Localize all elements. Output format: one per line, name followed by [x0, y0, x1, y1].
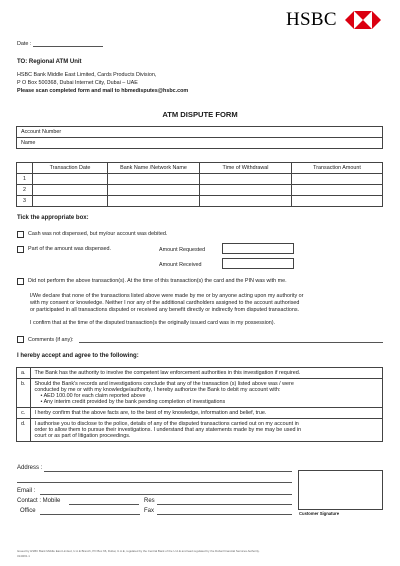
declaration-line-2: with my consent or knowledge. Neither I nor any of the additional cardholders assigned to the account authorised [30, 300, 300, 306]
account-number-field[interactable] [17, 127, 383, 138]
cell-input[interactable] [200, 185, 292, 196]
option-cash-not-dispensed: Cash was not dispensed, but my/our account was debited. [28, 231, 168, 237]
name-label: Name [21, 139, 36, 146]
fax-field[interactable] [157, 514, 292, 515]
col-transaction-amount: Transaction Amount [292, 163, 383, 174]
cell-input[interactable] [200, 174, 292, 185]
address-label: Address : [17, 465, 43, 471]
checkbox-not-performed[interactable] [17, 278, 24, 285]
signature-label: Customer Signature [299, 511, 340, 516]
footer-regulatory-text: Issued by HSBC Bank Middle East Limited, U.A.E Branch, PO Box 66, Dubai, U.A.E, regulated by the Central Bank of the U.A.E and lead regulated by the Dubai Financial Services Authority. [17, 549, 260, 553]
amount-requested-field[interactable] [222, 243, 294, 254]
row-number: 2 [17, 185, 33, 196]
item-bullet: • AED 100.00 for each claim reported above [40, 393, 146, 399]
row-number: 1 [17, 174, 33, 185]
cell-input[interactable] [108, 196, 200, 207]
address-line-2: P O Box 500368, Dubai Internet City, Dubai – UAE [17, 80, 138, 86]
signature-box[interactable] [298, 470, 383, 510]
email-label: Email : [17, 488, 36, 494]
item-label: c. [17, 408, 31, 419]
confirm-line: I confirm that at the time of the disputed transaction(s the originally issued card was in my possession). [30, 320, 276, 326]
address-field-2[interactable] [17, 482, 292, 483]
amount-received-label: Amount Received [159, 262, 202, 268]
fax-label: Fax [144, 508, 155, 514]
cell-input[interactable] [200, 196, 292, 207]
res-label: Res [144, 498, 155, 504]
item-text: I herby confirm that the above facts are, to the best of my knowledge, information and belief, true. [34, 410, 267, 416]
address-line-1: HSBC Bank Middle East Limited, Cards Products Division, [17, 72, 157, 78]
tick-section-title: Tick the appropriate box: [17, 215, 89, 221]
checkbox-cash-not-dispensed[interactable] [17, 231, 24, 238]
brand-name: HSBC [286, 9, 337, 30]
option-not-performed: Did not perform the above transaction(s). At the time of this transaction(s) the card and the PIN was with me. [28, 278, 287, 284]
cell-input[interactable] [292, 174, 383, 185]
email-field[interactable] [40, 494, 292, 495]
agreement-table [16, 367, 383, 442]
comments-label: Comments (if any): [28, 337, 74, 343]
cell-input[interactable] [292, 196, 383, 207]
cell-input[interactable] [108, 174, 200, 185]
col-transaction-date: Transaction Date [33, 163, 108, 174]
table-row [17, 185, 383, 196]
name-field[interactable] [17, 138, 383, 149]
office-label: Office [20, 508, 36, 514]
account-number-label: Account Number [21, 128, 62, 135]
amount-received-field[interactable] [222, 258, 294, 269]
item-label: a. [17, 368, 31, 379]
cell-input[interactable] [292, 185, 383, 196]
agreement-title: I hereby accept and agree to the following: [17, 353, 139, 359]
cell-input[interactable] [33, 185, 108, 196]
account-table [16, 126, 383, 149]
declaration-line-3: or participated in all transactions disputed or received any benefit directly or indirectly from disputed transactions. [30, 307, 300, 313]
item-text: court or as part of litigation proceedings. [34, 433, 131, 439]
hsbc-hexagon-icon [345, 11, 381, 29]
hsbc-logo [286, 9, 386, 31]
to-label: TO: Regional ATM Unit [17, 59, 82, 65]
comments-field[interactable] [79, 342, 383, 343]
date-field[interactable] [33, 46, 103, 47]
form-title: ATM DISPUTE FORM [162, 110, 238, 119]
table-row [17, 174, 383, 185]
mobile-field[interactable] [69, 504, 139, 505]
footer-form-code: 3140/01.1 [17, 554, 30, 558]
cell-input[interactable] [108, 185, 200, 196]
declaration-line-1: I/We declare that none of the transactions listed above were made by me or by anyone acting upon my authority or [30, 293, 304, 299]
checkbox-partial-dispensed[interactable] [17, 246, 24, 253]
agreement-item [17, 408, 383, 419]
row-number: 3 [17, 196, 33, 207]
amount-requested-label: Amount Requested [159, 247, 206, 253]
item-text: I authorise you to disclose to the police, details of any of the disputed transactions carried out on my account in [34, 421, 299, 427]
cell-input[interactable] [33, 196, 108, 207]
item-text: order to allow them to pursue their investigations. I understand that any statements made by me may be used in [34, 427, 302, 433]
item-text: conducted by me or with my knowledge/authority, I hereby authorize the Bank to debit my account with: [34, 387, 281, 393]
item-bullet: • Any interim credit provided by the bank pending completion of investigations [40, 399, 226, 405]
scan-note: Please scan completed form and mail to hbmedisputes@hsbc.com [17, 88, 189, 94]
transactions-table [16, 162, 383, 207]
date-label: Date : [17, 41, 32, 47]
item-text: The Bank has the authority to involve the competent law enforcement authorities in this investigation if required. [34, 370, 301, 376]
table-row [17, 196, 383, 207]
checkbox-comments[interactable] [17, 336, 24, 343]
agreement-item [17, 368, 383, 379]
agreement-item [17, 419, 383, 442]
mobile-label: Contact : Mobile [17, 498, 61, 504]
item-text: Should the Bank's records and investigations conclude that any of the transaction (s) listed above was / were [34, 381, 294, 387]
res-field[interactable] [157, 504, 292, 505]
address-field-1[interactable] [44, 471, 292, 472]
office-field[interactable] [40, 514, 140, 515]
agreement-item [17, 379, 383, 408]
cell-input[interactable] [33, 174, 108, 185]
item-label: d. [17, 419, 31, 442]
item-label: b. [17, 379, 31, 408]
col-bank-name: Bank Name /Network Name [108, 163, 200, 174]
option-partial-dispensed: Part of the amount was dispensed. [28, 246, 112, 252]
col-time-withdrawal: Time of Withdrawal [200, 163, 292, 174]
